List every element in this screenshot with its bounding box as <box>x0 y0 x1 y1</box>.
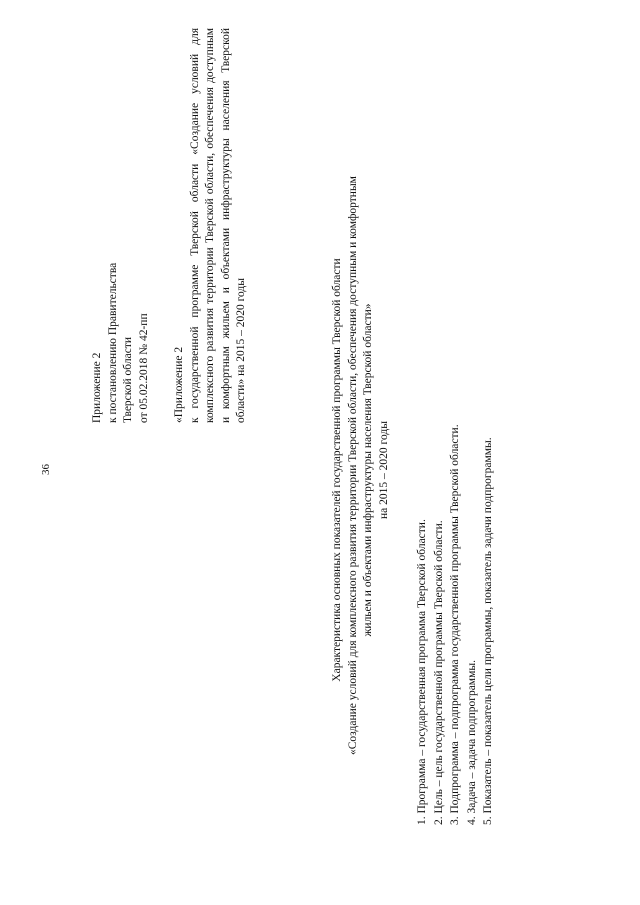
appendix-line: от 05.02.2018 № 42-пп <box>137 313 150 423</box>
definition-item: 3. Подпрограмма – подпрограмма государственной программы Тверской области. <box>449 424 461 825</box>
program-reference <box>172 28 250 423</box>
title-line: Характеристика основных показателей государственной программы Тверской области <box>331 258 343 682</box>
title-line: жильем и объектами инфраструктуры населения Тверской области» <box>362 303 374 637</box>
appendix-line: Тверской области <box>122 337 134 423</box>
document-title <box>330 176 392 755</box>
appendix-line: к постановлению Правительства <box>106 262 119 423</box>
page-number: 36 <box>40 464 52 475</box>
definition-item: 1. Программа – государственная программа Тверской области. <box>416 519 428 825</box>
definition-item: 4. Задача – задача подпрограммы. <box>465 660 478 825</box>
definitions-list <box>414 424 497 825</box>
definition-item: 5. Показатель – показатель цели программы, показатель задачи подпрограммы. <box>482 437 494 825</box>
title-line: на 2015 – 2020 годы <box>377 421 390 519</box>
appendix-line: Приложение 2 <box>91 352 103 423</box>
appendix-header <box>90 263 152 423</box>
definition-item: 2. Цель – цель государственной программы Тверской области. <box>432 520 445 825</box>
program-reference-text: к государственной программе Тверской области «Создание условий для комплексного развития территории Тверской области, обеспечения доступным и комфортным жильем и объектами инфраструктуры населения Тверской области» на 2015 – 2020 годы <box>188 28 247 423</box>
title-line: «Создание условий для комплексного развития территории Тверской области, обеспечения доступным и комфортным <box>346 176 359 755</box>
program-reference-label: «Приложение 2 <box>173 346 185 423</box>
